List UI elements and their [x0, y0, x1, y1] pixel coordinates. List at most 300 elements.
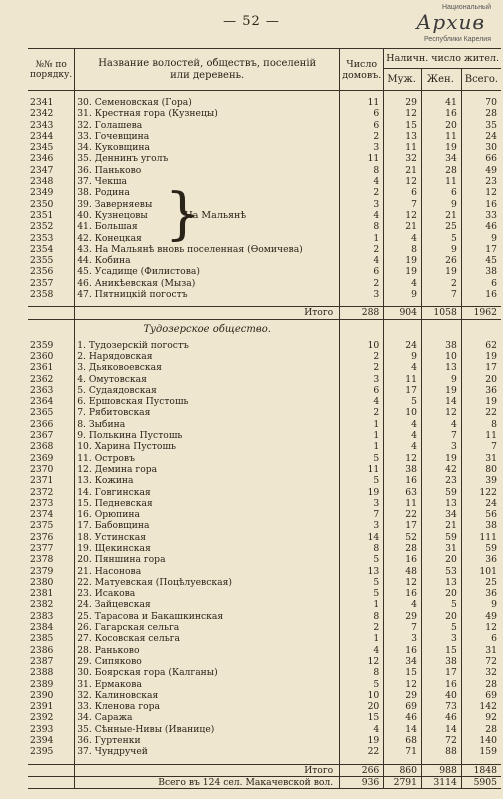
population-table [28, 48, 501, 789]
row-number: 2347 [28, 165, 75, 176]
settlement-name-text: 31. Ермакова [77, 678, 142, 690]
female-count: 26 [422, 255, 462, 266]
houses-count: 12 [340, 656, 384, 667]
row-number: 2389 [28, 679, 75, 690]
female-count: 19 [422, 385, 462, 396]
settlement-name-text: 45. Усадище (Филистова) [77, 266, 200, 278]
female-count: 38 [422, 340, 462, 351]
female-count: 34 [422, 153, 462, 164]
female-count: 53 [422, 566, 462, 577]
settlement-name [75, 667, 340, 678]
male-count: 12 [384, 176, 422, 187]
houses-count: 6 [340, 385, 384, 396]
male-count: 11 [384, 374, 422, 385]
settlement-name [75, 566, 340, 577]
female-count: 12 [422, 407, 462, 418]
row-number: 2349 [28, 187, 75, 198]
table-row [28, 599, 501, 610]
total-count: 12 [485, 187, 497, 199]
male-count: 52 [384, 532, 422, 543]
row-number: 2384 [28, 622, 75, 633]
male-count: 19 [384, 266, 422, 277]
male-count: 16 [384, 475, 422, 486]
female-count: 9 [422, 374, 462, 385]
settlement-name-text: 4. Омутовская [77, 373, 147, 385]
houses-count: 10 [340, 690, 384, 701]
houses-count: 22 [340, 746, 384, 757]
table-row [28, 199, 501, 210]
total-count: 32 [485, 667, 497, 679]
settlement-name-text: 20. Пяншина гора [77, 554, 166, 566]
male-count: 32 [384, 153, 422, 164]
female-count: 20 [422, 588, 462, 599]
section-empty-cell [340, 319, 384, 340]
female-count: 20 [422, 554, 462, 565]
settlement-name [75, 464, 340, 475]
total-count: 24 [485, 130, 497, 142]
settlement-name [75, 142, 340, 153]
female-count: 59 [422, 532, 462, 543]
brace-label: На Мальянѣ [184, 209, 247, 221]
total-count: 38 [485, 266, 497, 278]
settlement-name-text: 46. Аникѣевская (Мыза) [77, 277, 196, 289]
female-count: 16 [422, 108, 462, 119]
settlement-name-text: 13. Кожина [77, 475, 134, 487]
houses-count: 19 [340, 487, 384, 498]
total-houses: 266 [340, 764, 384, 776]
table-row [28, 221, 501, 232]
settlement-name-text: 5. Судаядовская [77, 384, 157, 396]
total-count: 101 [479, 565, 497, 577]
total-count: 23 [485, 176, 497, 188]
subtotal-row-2 [28, 764, 501, 776]
houses-count: 8 [340, 667, 384, 678]
total-label: Всего въ 124 сел. Макачевской вол. [75, 776, 340, 788]
table-row [28, 396, 501, 407]
houses-count: 1 [340, 430, 384, 441]
settlement-name-text: 34. Куковщина [77, 142, 150, 154]
settlement-name-text: 37. Чундручей [77, 746, 148, 758]
total-count: 45 [485, 255, 497, 267]
total-count: 80 [485, 463, 497, 475]
total-count: 111 [479, 531, 497, 543]
settlement-name-text: 10. Харина Пустошь [77, 441, 176, 453]
settlement-name [75, 588, 340, 599]
female-count: 23 [422, 475, 462, 486]
total-count: 6 [491, 277, 497, 289]
houses-count: 11 [340, 97, 384, 108]
male-count: 7 [384, 199, 422, 210]
female-count: 13 [422, 362, 462, 373]
houses-count: 8 [340, 543, 384, 554]
settlement-name-text: 36. Гуртенки [77, 735, 141, 747]
male-count: 6 [384, 187, 422, 198]
total-male: 904 [384, 307, 422, 319]
houses-count: 4 [340, 645, 384, 656]
row-number: 2355 [28, 255, 75, 266]
total-count: 49 [485, 164, 497, 176]
settlement-name [75, 407, 340, 418]
settlement-name [75, 233, 340, 244]
settlement-name-text: 41. Большая [77, 221, 138, 233]
female-count: 41 [422, 97, 462, 108]
female-count: 25 [422, 221, 462, 232]
row-number: 2382 [28, 599, 75, 610]
settlement-name [75, 430, 340, 441]
total-count: 7 [491, 441, 497, 453]
total-count: 28 [485, 678, 497, 690]
table-row [28, 244, 501, 255]
table-row [28, 351, 501, 362]
houses-count: 8 [340, 221, 384, 232]
female-count: 31 [422, 543, 462, 554]
total-all: 5905 [461, 776, 501, 788]
male-count: 19 [384, 255, 422, 266]
total-count: 17 [485, 362, 497, 374]
settlement-name [75, 289, 340, 300]
total-female: 988 [422, 764, 462, 776]
row-number: 2353 [28, 233, 75, 244]
settlement-name-text: 33. Кленова гора [77, 701, 161, 713]
male-count: 71 [384, 746, 422, 757]
settlement-name [75, 622, 340, 633]
male-count: 10 [384, 407, 422, 418]
female-count: 4 [422, 419, 462, 430]
male-count: 46 [384, 712, 422, 723]
section-heading-row [28, 319, 501, 340]
section-empty-cell [461, 319, 501, 340]
houses-count: 2 [340, 131, 384, 142]
total-count: 8 [491, 418, 497, 430]
total-count: 24 [485, 497, 497, 509]
settlement-name-text: 37. Чекша [77, 176, 128, 188]
table-row [28, 385, 501, 396]
settlement-name-text: 21. Насонова [77, 565, 142, 577]
male-count: 7 [384, 622, 422, 633]
total-all: 1848 [461, 764, 501, 776]
total-count: 122 [479, 486, 497, 498]
table-row [28, 210, 501, 221]
settlement-name [75, 362, 340, 373]
houses-count: 3 [340, 374, 384, 385]
row-number: 2345 [28, 142, 75, 153]
table-row [28, 656, 501, 667]
settlement-name-text: 40. Кузнецовы [77, 209, 148, 221]
total-count: 142 [479, 701, 497, 713]
settlement-name [75, 656, 340, 667]
male-count: 14 [384, 724, 422, 735]
table-row [28, 475, 501, 486]
settlement-name-text: 44. Кобина [77, 255, 131, 267]
houses-count: 6 [340, 120, 384, 131]
total-count: 30 [485, 142, 497, 154]
settlement-name [75, 746, 340, 757]
settlement-name [75, 97, 340, 108]
settlement-name-text: 27. Косовская сельга [77, 633, 181, 645]
houses-count: 2 [340, 278, 384, 289]
settlement-name-text: 23. Исакова [77, 588, 136, 600]
total-count: 62 [485, 339, 497, 351]
row-number: 2375 [28, 520, 75, 531]
houses-count: 4 [340, 176, 384, 187]
total-male: 860 [384, 764, 422, 776]
header-total: Всего. [461, 69, 501, 91]
table-row [28, 622, 501, 633]
houses-count: 4 [340, 724, 384, 735]
watermark-top-text: Национальный [441, 4, 491, 11]
total-count: 159 [479, 746, 497, 758]
table-row [28, 430, 501, 441]
houses-count: 2 [340, 187, 384, 198]
houses-count: 8 [340, 611, 384, 622]
male-count: 5 [384, 396, 422, 407]
total-num-cell [28, 776, 75, 788]
male-count: 4 [384, 599, 422, 610]
female-count: 10 [422, 351, 462, 362]
table-row [28, 165, 501, 176]
houses-count: 3 [340, 520, 384, 531]
brace-symbol: } [164, 182, 201, 248]
row-number: 2351 [28, 210, 75, 221]
total-num-cell [28, 307, 75, 319]
male-count: 11 [384, 142, 422, 153]
settlement-name [75, 724, 340, 735]
row-number: 2360 [28, 351, 75, 362]
table-row [28, 543, 501, 554]
row-number: 2343 [28, 120, 75, 131]
settlement-name-text: 12. Демина гора [77, 463, 158, 475]
header-population-group: Наличн. число жител. [384, 49, 501, 69]
female-count: 73 [422, 701, 462, 712]
male-count: 16 [384, 645, 422, 656]
table-body [28, 91, 501, 789]
table-row [28, 266, 501, 277]
male-count: 29 [384, 690, 422, 701]
settlement-name [75, 520, 340, 531]
table-row [28, 255, 501, 266]
settlement-name-text: 31. Крестная гора (Кузнецы) [77, 108, 218, 120]
male-count: 12 [384, 679, 422, 690]
settlement-name-text: 35. Деннинъ уголъ [77, 153, 169, 165]
female-count: 21 [422, 210, 462, 221]
total-count: 39 [485, 475, 497, 487]
settlement-name-text: 32. Голашева [77, 119, 143, 131]
houses-count: 10 [340, 340, 384, 351]
female-count: 28 [422, 165, 462, 176]
houses-count: 1 [340, 419, 384, 430]
table-row [28, 633, 501, 644]
houses-count: 1 [340, 441, 384, 452]
total-count: 38 [485, 520, 497, 532]
total-count: 69 [485, 689, 497, 701]
row-number: 2344 [28, 131, 75, 142]
houses-count: 19 [340, 735, 384, 746]
table-row [28, 498, 501, 509]
houses-count: 5 [340, 554, 384, 565]
total-count: 36 [485, 384, 497, 396]
settlement-name [75, 701, 340, 712]
row-number: 2363 [28, 385, 75, 396]
male-count: 17 [384, 520, 422, 531]
female-count: 19 [422, 453, 462, 464]
settlement-name [75, 690, 340, 701]
row-number: 2364 [28, 396, 75, 407]
row-number: 2392 [28, 712, 75, 723]
table-row [28, 176, 501, 187]
settlement-name [75, 532, 340, 543]
total-count: 46 [485, 221, 497, 233]
table-row [28, 289, 501, 300]
total-count: 70 [485, 97, 497, 108]
table-row [28, 142, 501, 153]
female-count: 3 [422, 633, 462, 644]
settlement-name-text: 3. Дьяковоевская [77, 362, 162, 374]
male-count: 48 [384, 566, 422, 577]
row-number: 2365 [28, 407, 75, 418]
female-count: 19 [422, 266, 462, 277]
total-count: 92 [485, 712, 497, 724]
table-row [28, 532, 501, 543]
settlement-name-text: 42. Конецкая [77, 232, 142, 244]
table-row [28, 362, 501, 373]
settlement-name-text: 25. Тарасова и Бакашкинская [77, 610, 224, 622]
row-number: 2372 [28, 487, 75, 498]
row-number: 2387 [28, 656, 75, 667]
settlement-name-text: 47. Пятницкій погостъ [77, 289, 188, 301]
male-count: 34 [384, 656, 422, 667]
total-houses: 288 [340, 307, 384, 319]
male-count: 16 [384, 588, 422, 599]
table-row [28, 233, 501, 244]
settlement-name [75, 351, 340, 362]
settlement-name [75, 419, 340, 430]
male-count: 4 [384, 233, 422, 244]
section-heading: Тудозерское общество. [75, 319, 340, 340]
female-count: 7 [422, 289, 462, 300]
settlement-name [75, 453, 340, 464]
header-name: Название волостей, обществъ, поселеній или деревень. [75, 49, 340, 91]
houses-count: 15 [340, 712, 384, 723]
table-row [28, 712, 501, 723]
female-count: 14 [422, 396, 462, 407]
male-count: 63 [384, 487, 422, 498]
male-count: 9 [384, 351, 422, 362]
table-row [28, 464, 501, 475]
settlement-name [75, 340, 340, 351]
settlement-name-text: 43. На Мальянѣ вновь поселенная (Ѳомичева) [77, 243, 303, 255]
settlement-name-text: 22. Матуевская (Поцѣлуевская) [77, 576, 232, 588]
male-count: 12 [384, 453, 422, 464]
female-count: 9 [422, 199, 462, 210]
total-houses: 936 [340, 776, 384, 788]
table-row [28, 679, 501, 690]
total-count: 11 [485, 430, 497, 442]
houses-count: 3 [340, 142, 384, 153]
settlement-name [75, 187, 340, 198]
houses-count: 11 [340, 153, 384, 164]
houses-count: 13 [340, 566, 384, 577]
houses-count: 2 [340, 622, 384, 633]
male-count: 24 [384, 340, 422, 351]
table-row [28, 566, 501, 577]
subtotal-row-1 [28, 307, 501, 319]
row-number: 2386 [28, 645, 75, 656]
houses-count: 4 [340, 396, 384, 407]
male-count: 9 [384, 289, 422, 300]
section-empty-cell [384, 319, 422, 340]
settlement-name [75, 735, 340, 746]
row-number: 2371 [28, 475, 75, 486]
houses-count: 5 [340, 453, 384, 464]
row-number: 2370 [28, 464, 75, 475]
total-male: 2791 [384, 776, 422, 788]
row-number: 2368 [28, 441, 75, 452]
table-row [28, 153, 501, 164]
settlement-name [75, 165, 340, 176]
male-count: 4 [384, 419, 422, 430]
male-count: 69 [384, 701, 422, 712]
houses-count: 3 [340, 289, 384, 300]
table-row [28, 667, 501, 678]
table-row [28, 701, 501, 712]
female-count: 17 [422, 667, 462, 678]
male-count: 11 [384, 498, 422, 509]
settlement-name-text: 18. Устинская [77, 531, 146, 543]
female-count: 34 [422, 509, 462, 520]
settlement-name-text: 36. Паньково [77, 164, 142, 176]
male-count: 4 [384, 278, 422, 289]
female-count: 15 [422, 645, 462, 656]
header-num: №№ по порядку. [28, 49, 75, 91]
settlement-name-text: 35. Сѣнные-Нивы (Иванице) [77, 723, 215, 735]
settlement-name [75, 396, 340, 407]
table-row [28, 690, 501, 701]
houses-count: 4 [340, 255, 384, 266]
grand-total-row [28, 776, 501, 788]
row-number: 2383 [28, 611, 75, 622]
settlement-name [75, 199, 340, 210]
houses-count: 5 [340, 588, 384, 599]
female-count: 11 [422, 131, 462, 142]
male-count: 22 [384, 509, 422, 520]
settlement-name [75, 255, 340, 266]
settlement-name [75, 131, 340, 142]
header-female: Жен. [422, 69, 462, 91]
row-number: 2391 [28, 701, 75, 712]
settlement-name-text: 29. Сипяково [77, 655, 142, 667]
settlement-name [75, 244, 340, 255]
male-count: 29 [384, 97, 422, 108]
male-count: 15 [384, 667, 422, 678]
male-count: 4 [384, 441, 422, 452]
table-row [28, 509, 501, 520]
houses-count: 1 [340, 599, 384, 610]
total-count: 140 [479, 735, 497, 747]
table-row [28, 520, 501, 531]
watermark-bottom-text: Республики Карелия [423, 36, 491, 43]
settlement-name [75, 221, 340, 232]
row-number: 2393 [28, 724, 75, 735]
male-count: 12 [384, 108, 422, 119]
houses-count: 2 [340, 244, 384, 255]
row-number: 2380 [28, 577, 75, 588]
female-count: 72 [422, 735, 462, 746]
total-count: 31 [485, 452, 497, 464]
row-number: 2385 [28, 633, 75, 644]
houses-count: 2 [340, 351, 384, 362]
table-row [28, 735, 501, 746]
settlement-name [75, 645, 340, 656]
